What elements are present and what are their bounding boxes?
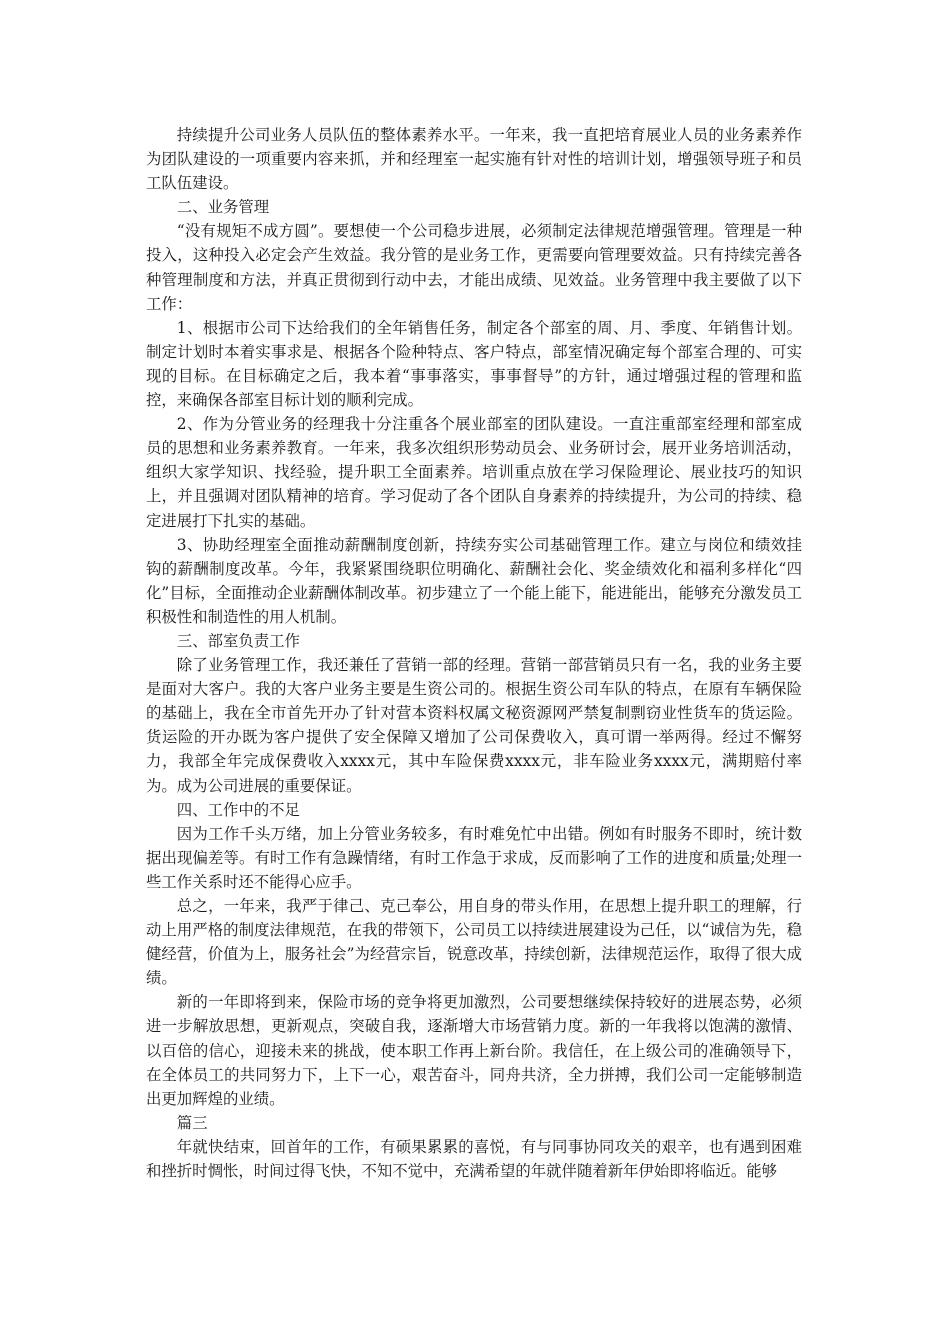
body-paragraph: 2、作为分管业务的经理我十分注重各个展业部室的团队建设。一直注重部室经理和部室成员的思想和业务素养教育。一年来，我多次组织形势动员会、业务研讨会，展开业务培训活动，组织大家学知识、找经验，提升职工全面素养。培训重点放在学习保险理论、展业技巧的知识上，并且强调对团队精神的培育。学习促动了各个团队自身素养的持续提升，为公司的持续、稳定进展打下扎实的基础。 [146,415,802,530]
body-paragraph: 3、协助经理室全面推动薪酬制度创新，持续夯实公司基础管理工作。建立与岗位和绩效挂钩的薪酬制度改革。今年，我紧紧围绕职位明确化、薪酬社会化、奖金绩效化和福利多样化“四化”目标，全面推动企业薪酬体制改革。初步建立了一个能上能下，能进能出，能够充分激发员工积极性和制造性的用人机制。 [146,535,802,626]
body-paragraph: “没有规矩不成方圆”。要想使一个公司稳步进展，必须制定法律规范增强管理。管理是一种投入，这种投入必定会产生效益。我分管的是业务工作，更需要向管理要效益。只有持续完善各种管理制度和方法，并真正贯彻到行动中去，才能出成绩、见效益。业务管理中我主要做了以下工作： [146,222,802,313]
body-paragraph: 持续提升公司业务人员队伍的整体素养水平。一年来，我一直把培育展业人员的业务素养作为团队建设的一项重要内容来抓，并和经理室一起实施有针对性的培训计划，增强领导班子和员工队伍建设。 [146,126,802,193]
section-heading: 三、部室负责工作 [176,631,300,650]
body-paragraph: 除了业务管理工作，我还兼任了营销一部的经理。营销一部营销员只有一名，我的业务主要是面对大客户。我的大客户业务主要是生资公司的。根据生资公司车队的特点，在原有车辆保险的基础上，我在全市首先开办了针对营本资料权属文秘资源网严禁复制剽窃业性货车的货运险。货运险的开办既为客户提供了安全保障又增加了公司保费收入，真可谓一举两得。经过不懈努力，我部全年完成保费收入xxxx元，其中车险保费xxxx元，非车险业务xxxx元，满期赔付率为。成为公司进展的重要保证。 [146,656,802,795]
section-heading: 篇三 [176,1113,208,1132]
section-heading: 二、业务管理 [176,198,270,217]
body-paragraph: 1、根据市公司下达给我们的全年销售任务，制定各个部室的周、月、季度、年销售计划。制定计划时本着实事求是、根据各个险种特点、客户特点，部室情况确定每个部室合理的、可实现的目标。在目标确定之后，我本着“事事落实，事事督导”的方针，通过增强过程的管理和监控，来确保各部室目标计划的顺利完成。 [146,318,802,410]
document-page [146,123,802,1183]
body-paragraph: 年就快结束，回首年的工作，有硕果累累的喜悦，有与同事协同攻关的艰辛，也有遇到困难和挫折时惆怅，时间过得飞快，不知不觉中，充满希望的年就伴随着新年伊始即将临近。能够 [146,1137,802,1181]
body-paragraph: 新的一年即将到来，保险市场的竞争将更加激烈，公司要想继续保持较好的进展态势，必须进一步解放思想，更新观点，突破自我，逐渐增大市场营销力度。新的一年我将以饱满的激情、以百倍的信心，迎接未来的挑战，使本职工作再上新台阶。我信任，在上级公司的准确领导下，在全体员工的共同努力下，上下一心，艰苦奋斗，同舟共济，全力拼搏，我们公司一定能够制造出更加辉煌的业绩。 [146,993,802,1108]
body-paragraph: 总之，一年来，我严于律己、克己奉公，用自身的带头作用，在思想上提升职工的理解，行动上用严格的制度法律规范，在我的带领下，公司员工以持续进展建设为己任，以“诚信为先，稳健经营，价值为上，服务社会”为经营宗旨，锐意改革，持续创新，法律规范运作，取得了很大成绩。 [146,897,802,988]
body-paragraph: 因为工作千头万绪，加上分管业务较多，有时难免忙中出错。例如有时服务不即时，统计数据出现偏差等。有时工作有急躁情绪，有时工作急于求成，反而影响了工作的进度和质量;处理一些工作关系时还不能得心应手。 [146,824,802,891]
section-heading: 四、工作中的不足 [176,800,300,819]
